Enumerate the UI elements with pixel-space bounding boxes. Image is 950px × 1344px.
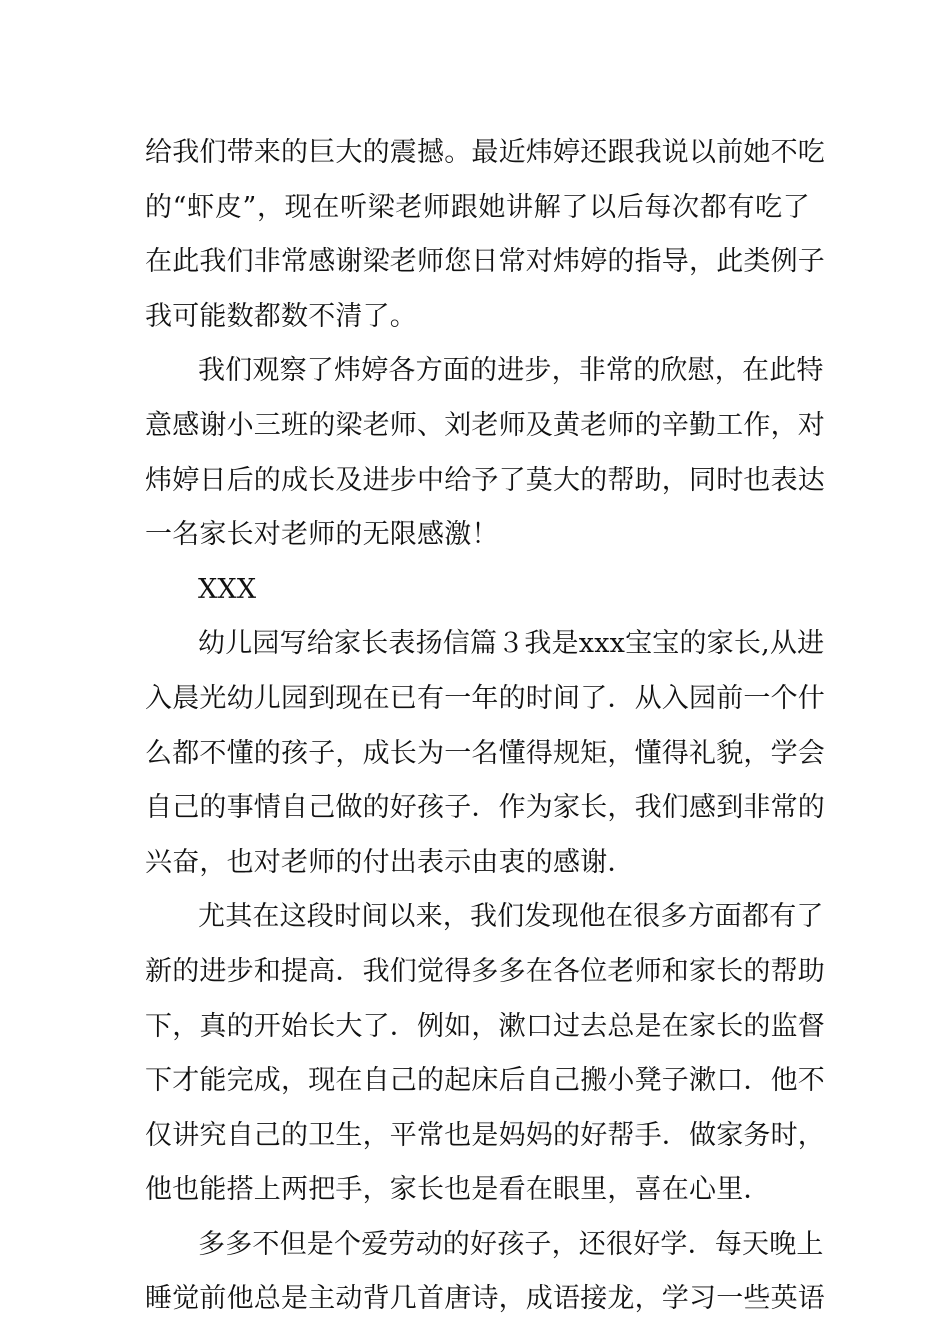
- text-line: 自己的事情自己做的好孩子．作为家长，我们感到非常的: [145, 792, 825, 824]
- text-line: 意感谢小三班的梁老师、刘老师及黄老师的辛勤工作，对: [145, 409, 825, 441]
- text-line: 一名家长对老师的无限感激！: [145, 519, 499, 551]
- text-line: 仅讲究自己的卫生，平常也是妈妈的好帮手．做家务时，: [145, 1119, 825, 1151]
- text-line: 给我们带来的巨大的震撼。最近炜婷还跟我说以前她不吃: [145, 137, 825, 168]
- paragraph-first-line: 多多不但是个爱劳动的好孩子，还很好学．每天晚上: [198, 1228, 824, 1260]
- text-line: 么都不懂的孩子，成长为一名懂得规矩，懂得礼貌，学会: [145, 737, 825, 769]
- text-line: 下才能完成，现在自己的起床后自己搬小凳子漱口．他不: [145, 1065, 825, 1097]
- text-line: 兴奋，也对老师的付出表示由衷的感谢．: [145, 846, 635, 878]
- signature-line: XXX: [198, 573, 257, 605]
- text-line: 在此我们非常感谢梁老师您日常对炜婷的指导，此类例子: [145, 246, 825, 278]
- paragraph-first-line: 尤其在这段时间以来，我们发现他在很多方面都有了: [198, 901, 824, 933]
- text-line: 入晨光幼儿园到现在已有一年的时间了．从入园前一个什: [145, 682, 825, 714]
- text-line: 新的进步和提高．我们觉得多多在各位老师和家长的帮助: [145, 955, 825, 987]
- paragraph-first-line: 幼儿园写给家长表扬信篇３我是xxx宝宝的家长,从进: [198, 628, 825, 660]
- paragraph-first-line: 我们观察了炜婷各方面的进步，非常的欣慰，在此特: [198, 355, 824, 387]
- text-line: 我可能数都数不清了。: [145, 300, 417, 332]
- text-line: 的“虾皮”，现在听梁老师跟她讲解了以后每次都有吃了: [145, 191, 810, 223]
- text-line: 下，真的开始长大了．例如，漱口过去总是在家长的监督: [145, 1010, 825, 1042]
- text-line: 睡觉前他总是主动背几首唐诗，成语接龙，学习一些英语: [145, 1283, 825, 1315]
- document-body: [145, 126, 825, 1327]
- text-line: 他也能搭上两把手，家长也是看在眼里，喜在心里．: [145, 1174, 771, 1206]
- text-line: 炜婷日后的成长及进步中给予了莫大的帮助，同时也表达: [145, 464, 825, 496]
